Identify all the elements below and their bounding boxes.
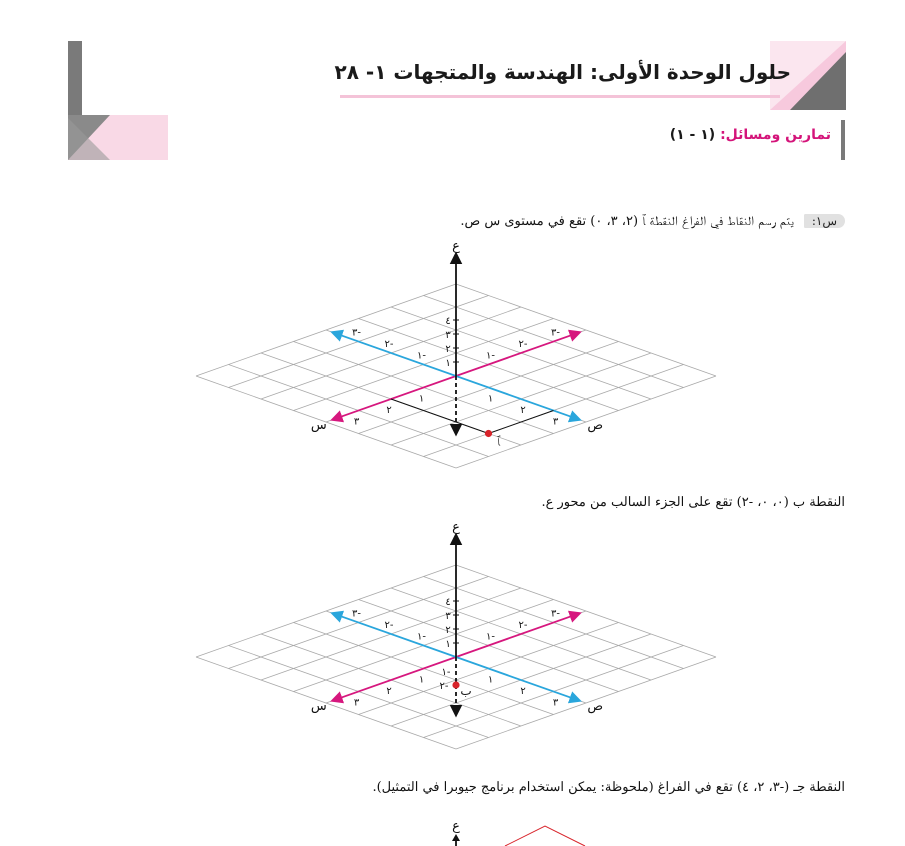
z-tick-label: ١- [441,667,451,678]
x-tick-label: ١- [486,350,495,362]
x-tick-label: ٢ [386,686,392,697]
point-b-line: النقطة ب (٠، ٠، -٢) تقع على الجزء السالب من محور ع. [541,495,845,510]
z-tick-label: ٢ [445,625,451,636]
z-tick-label: ٢- [439,681,449,692]
point-a [485,430,492,437]
point-c-box-edge [505,826,585,846]
z-tick-label: ١ [445,639,451,650]
y-tick-label: ٢ [520,686,526,697]
y-axis-label: ص [587,418,604,434]
x-tick-label: ١ [418,674,425,686]
z-tick-label: ٤ [445,316,451,327]
y-tick-label: ١- [417,350,426,362]
exercise-label: تمارين ومسائل: [720,127,831,143]
question-badge: س١: [804,214,845,228]
x-tick-label: ٣- [551,327,560,339]
question-text: يتم رسم النقاط في الفراغ النقطة ﭑ (٢، ٣، ٠) تقع في مستوى س ص. [460,214,794,229]
y-tick-label: ٣- [352,608,361,620]
x-tick-label: ٣ [353,697,360,709]
z-axis-arrowhead [452,834,460,841]
z-axis-label: ع [452,819,460,834]
x-tick-label: ٢- [518,339,528,350]
y-tick-label: ٣- [352,327,361,339]
x-axis-label: س [310,418,327,434]
x-tick-label: ١- [486,631,495,643]
figure-point-b [196,520,716,749]
point-a-label: ﭑ [496,434,501,449]
z-tick-label: ١ [445,358,451,369]
y-tick-label: ٢ [520,405,526,416]
figure-point-c [452,819,585,846]
figure-point-a [196,239,716,468]
x-tick-label: ٢- [518,620,528,631]
y-tick-label: ٢- [384,620,394,631]
exercise-ref: (١ - ١) [669,127,716,143]
x-tick-label: ٢ [386,405,392,416]
y-tick-label: ٣ [552,416,559,428]
z-tick-label: ٤ [445,597,451,608]
y-tick-label: ١ [487,393,494,405]
point-c-line: النقطة جـ (-٣، ٢، ٤) تقع في الفراغ (ملحوظة: يمكن استخدام برنامج جيوبرا في التمثيل). [372,780,845,795]
x-axis-label: س [310,699,327,715]
projection-line [391,399,489,434]
page-title: حلول الوحدة الأولى: الهندسة والمتجهات ١- ٢٨ [334,60,791,84]
y-tick-label: ١- [417,631,426,643]
z-tick-label: ٢ [445,344,451,355]
y-axis-label: ص [587,699,604,715]
x-tick-label: ٣ [353,416,360,428]
x-tick-label: ١ [418,393,425,405]
point-b [452,681,459,688]
y-tick-label: ٣ [552,697,559,709]
z-tick-label: ٣ [445,330,451,341]
x-tick-label: ٣- [551,608,560,620]
z-tick-label: ٣ [445,611,451,622]
y-tick-label: ٢- [384,339,394,350]
z-axis-label: ع [452,239,460,254]
y-tick-label: ١ [487,674,494,686]
z-axis-label: ع [452,520,460,535]
point-b-label: ب [460,684,472,698]
